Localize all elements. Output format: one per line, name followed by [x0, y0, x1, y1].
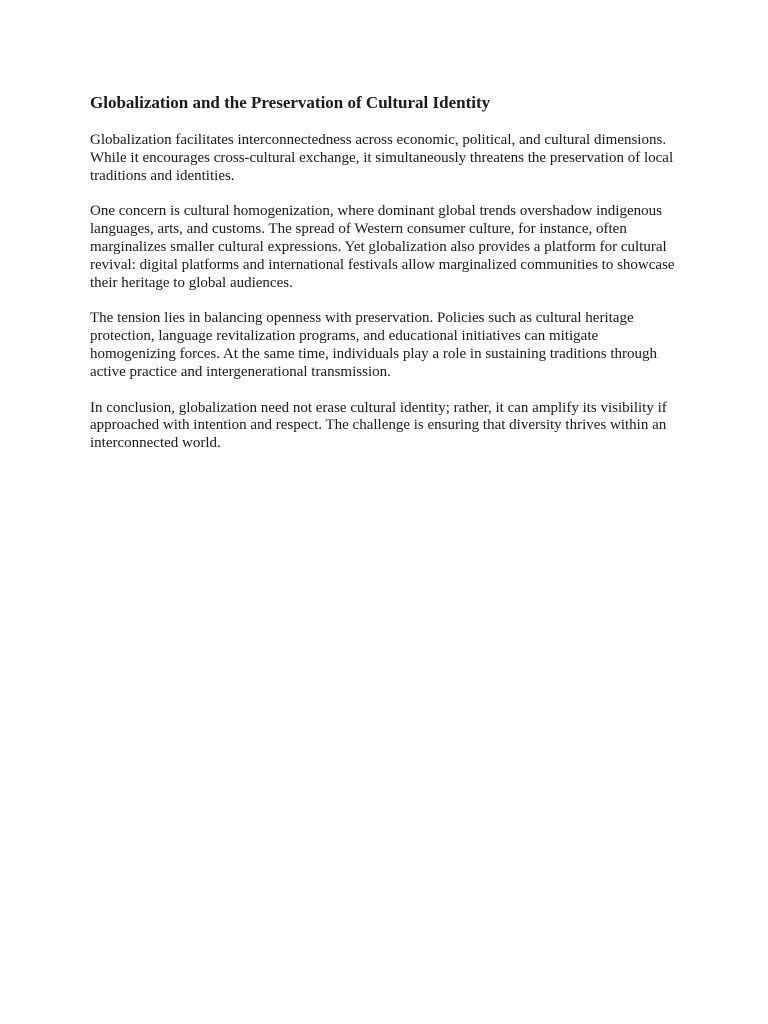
paragraph-conclusion: In conclusion, globalization need not erase cultural identity; rather, it can amplify its visibility if approached with intention and respect. The challenge is ensuring that diversity thrives within an interconnected world.	[90, 399, 667, 452]
document-body	[90, 92, 686, 471]
paragraph-homogenization: One concern is cultural homogenization, where dominant global trends overshadow indigenous languages, arts, and customs. The spread of Western consumer culture, for instance, often marginalizes smaller cultural expressions. Yet globalization also provides a platform for cultural revival: digital platforms and international festivals allow marginalized communities to showcase their heritage to global audiences.	[90, 203, 675, 291]
paragraph-tension: The tension lies in balancing openness with preservation. Policies such as cultural heritage protection, language revitalization programs, and educational initiatives can mitigate homogenizing forces. At the same time, individuals play a role in sustaining traditions through active practice and intergenerational transmission.	[90, 310, 657, 380]
document-title: Globalization and the Preservation of Cultural Identity	[90, 93, 491, 112]
paragraph-intro: Globalization facilitates interconnectedness across economic, political, and cultural dimensions. While it encourages cross-cultural exchange, it simultaneously threatens the preservation of local traditions and identities.	[90, 132, 674, 184]
